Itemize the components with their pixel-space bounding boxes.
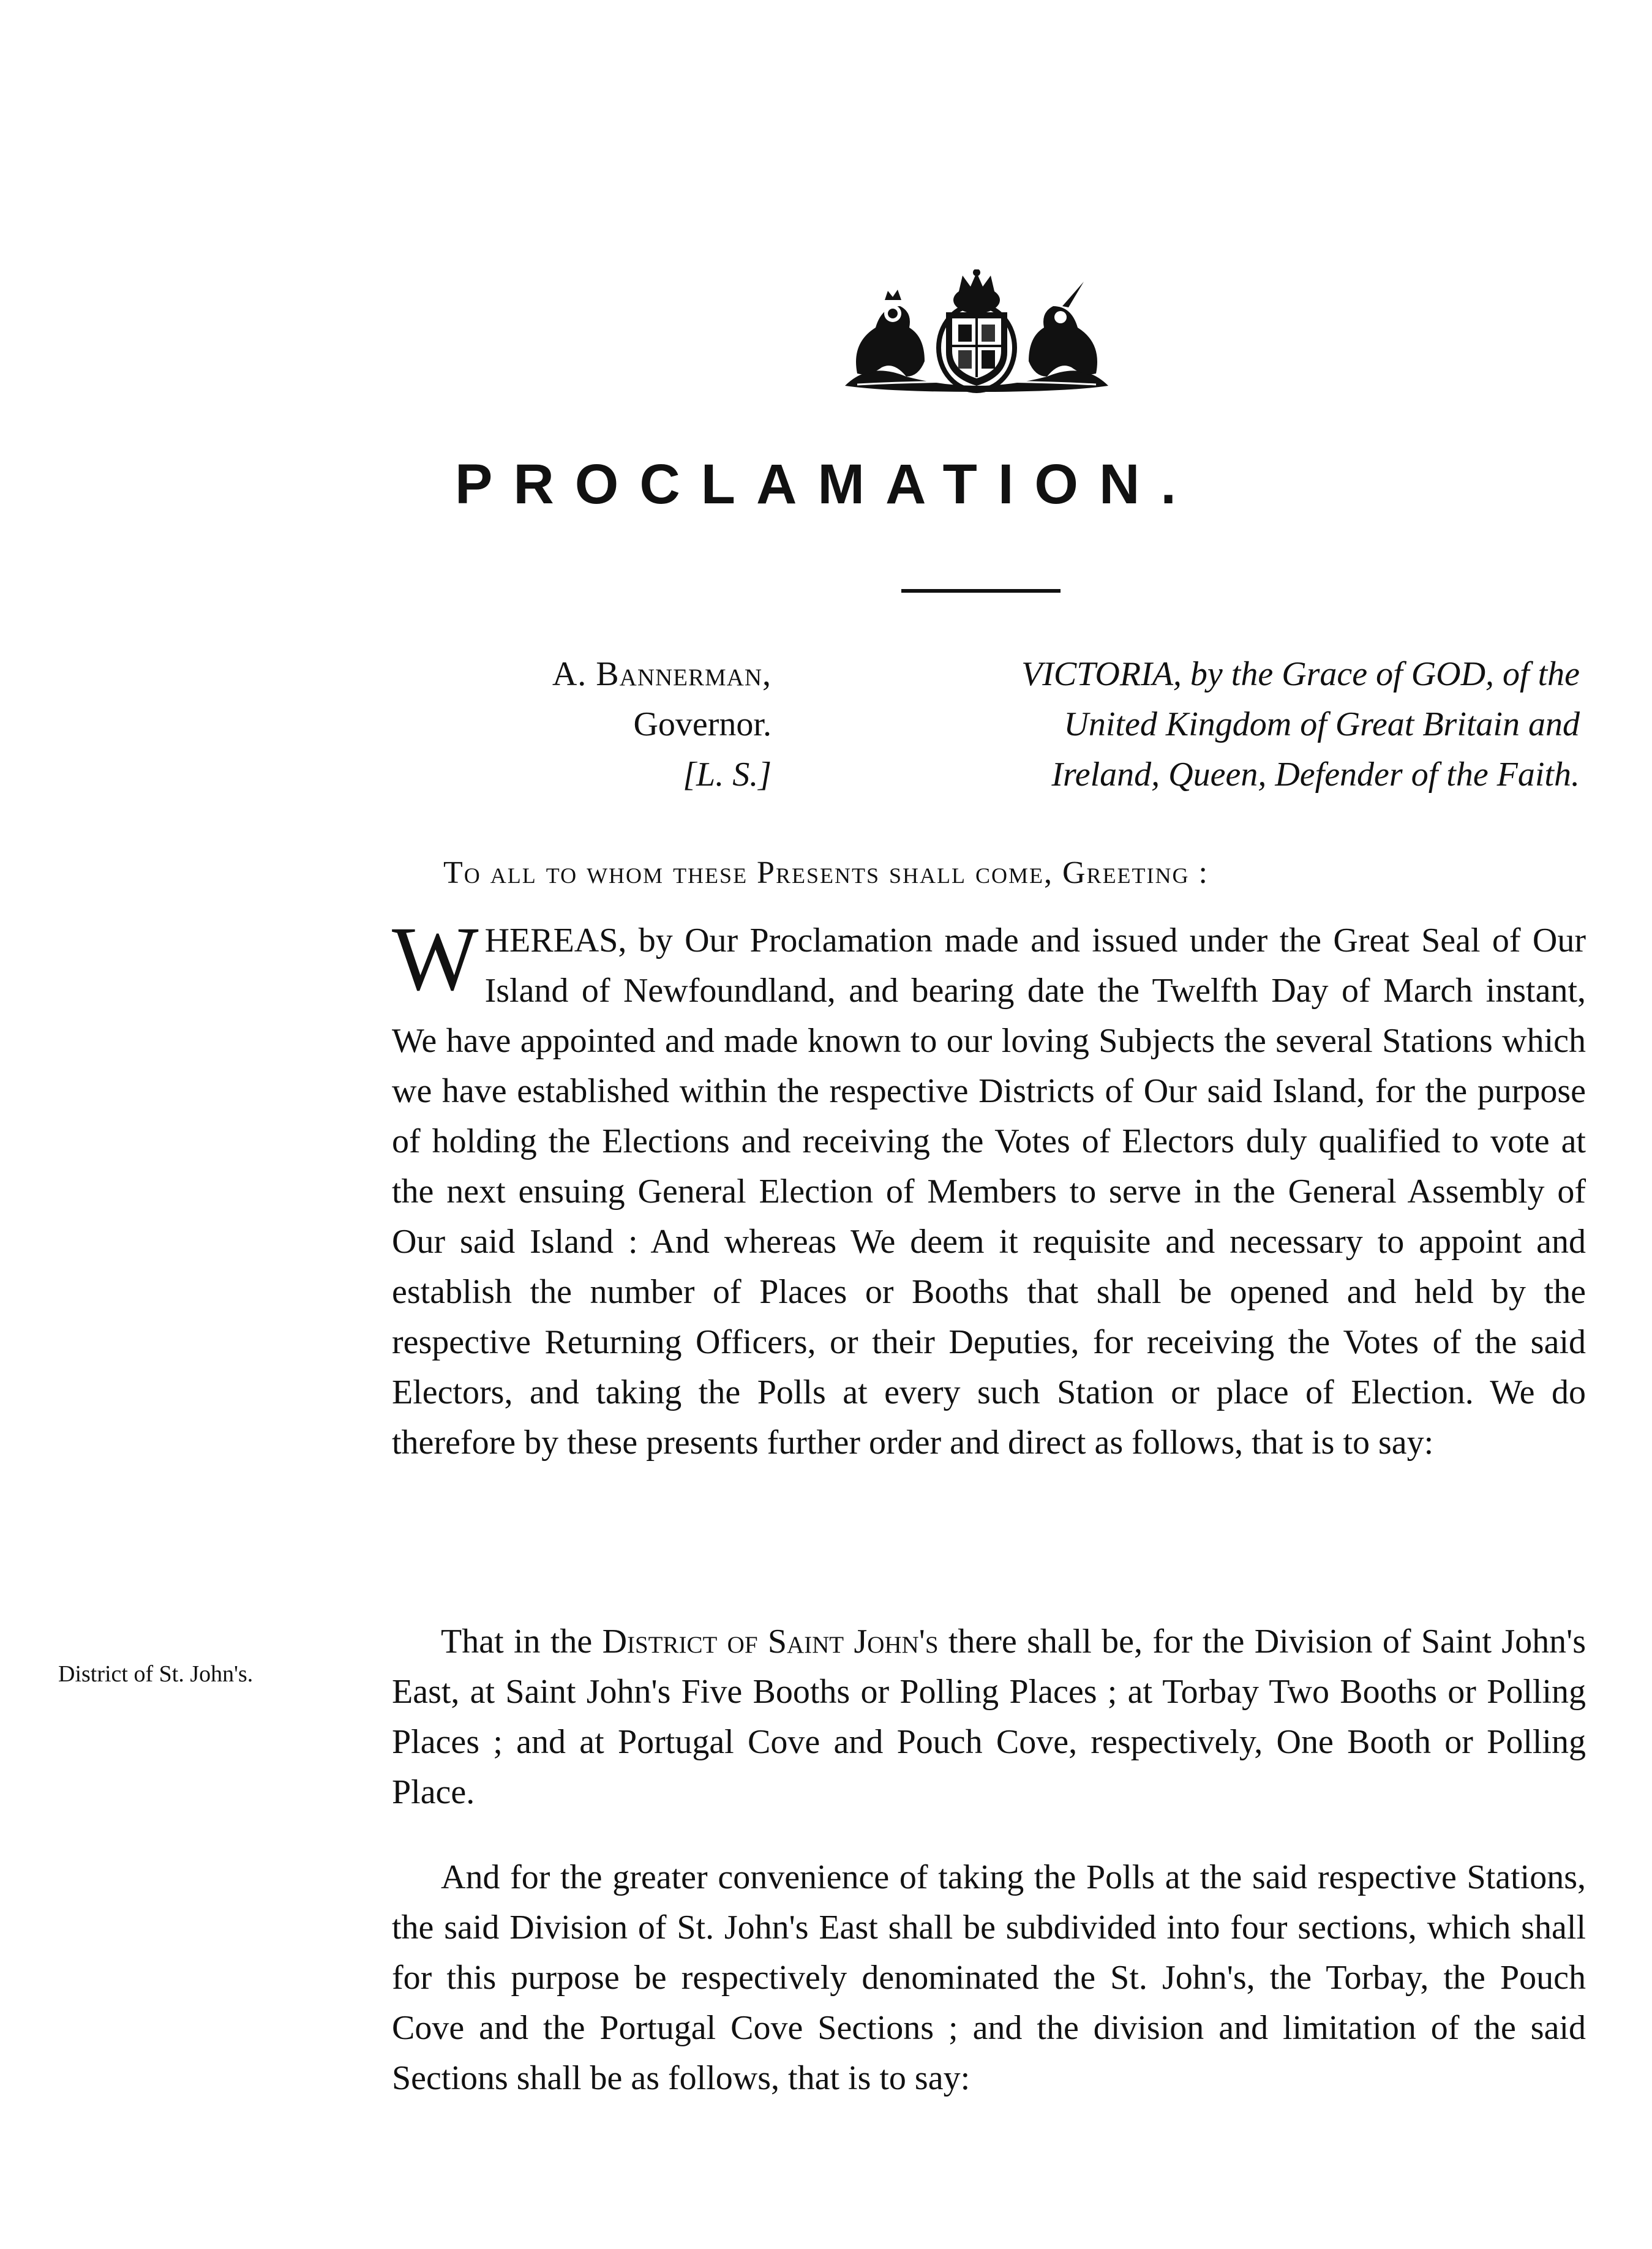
page-title: PROCLAMATION. [454,453,1197,516]
royal-style-line-1: VICTORIA, by the Grace of GOD, of the [1021,655,1580,693]
paragraph-sections: And for the greater convenience of taking the Polls at the said respective Stations, the said Division of St. John's East shall be subdivided into four sections, which shall for this purpose be respectively denominated the St. John's, the Torbay, the Pouch Cove and the Portugal Cove Sections ; and the division and limitation of the said Sections shall be as follows, that is to say: [392,1858,1586,2097]
issuer-seal: [L. S.] [683,756,772,794]
royal-coat-of-arms-icon [833,269,1121,398]
drop-cap: W [392,908,479,1010]
royal-style-line-3: Ireland, Queen, Defender of the Faith. [1051,756,1580,794]
title-rule [901,589,1061,593]
greeting-line: To all to whom these Presents shall come, Greeting : [443,855,1209,890]
issuer-block [429,649,772,800]
margin-note-district: District of St. John's. [58,1661,253,1687]
issuer-name: A. Bannerman, [552,655,772,693]
paragraph-district-lead: That in the [441,1623,603,1661]
paragraph-district-text: there shall be, for the Division of Saint John's East, at Saint John's Five Booths or Polling Places ; at Torbay Two Booths or Polling Places ; and at Portugal Cove and Pouch Cove, respectively, One Booth or Polling Place. [392,1623,1586,1811]
paragraph-district-st-johns [392,1616,1586,1817]
paragraph-whereas-text: HEREAS, by Our Proclamation made and issued under the Great Seal of Our Island of Newfoundland, and bearing date the Twelfth Day of March instant, We have appointed and made known to our loving Subjects the several Stations which we have established within the respective Districts of Our said Island, for the purpose of holding the Elections and receiving the Votes of Electors duly qualified to vote at the next ensuing General Election of Members to serve in the General Assembly of Our said Island : And whereas We deem it requisite and necessary to appoint and establish the number of Places or Booths that shall be opened and held by the respective Returning Officers, or their Deputies, for receiving the Votes of the said Electors, and taking the Polls at every such Station or place of Election. We do therefore by these presents further order and direct as follows, that is to say: [392,922,1586,1462]
district-name: District of Saint John's [602,1623,939,1661]
paragraph-whereas [392,908,1586,1468]
issuer-role: Governor. [633,705,772,743]
royal-style-block [869,649,1580,800]
royal-style-line-2: United Kingdom of Great Britain and [1064,705,1580,743]
